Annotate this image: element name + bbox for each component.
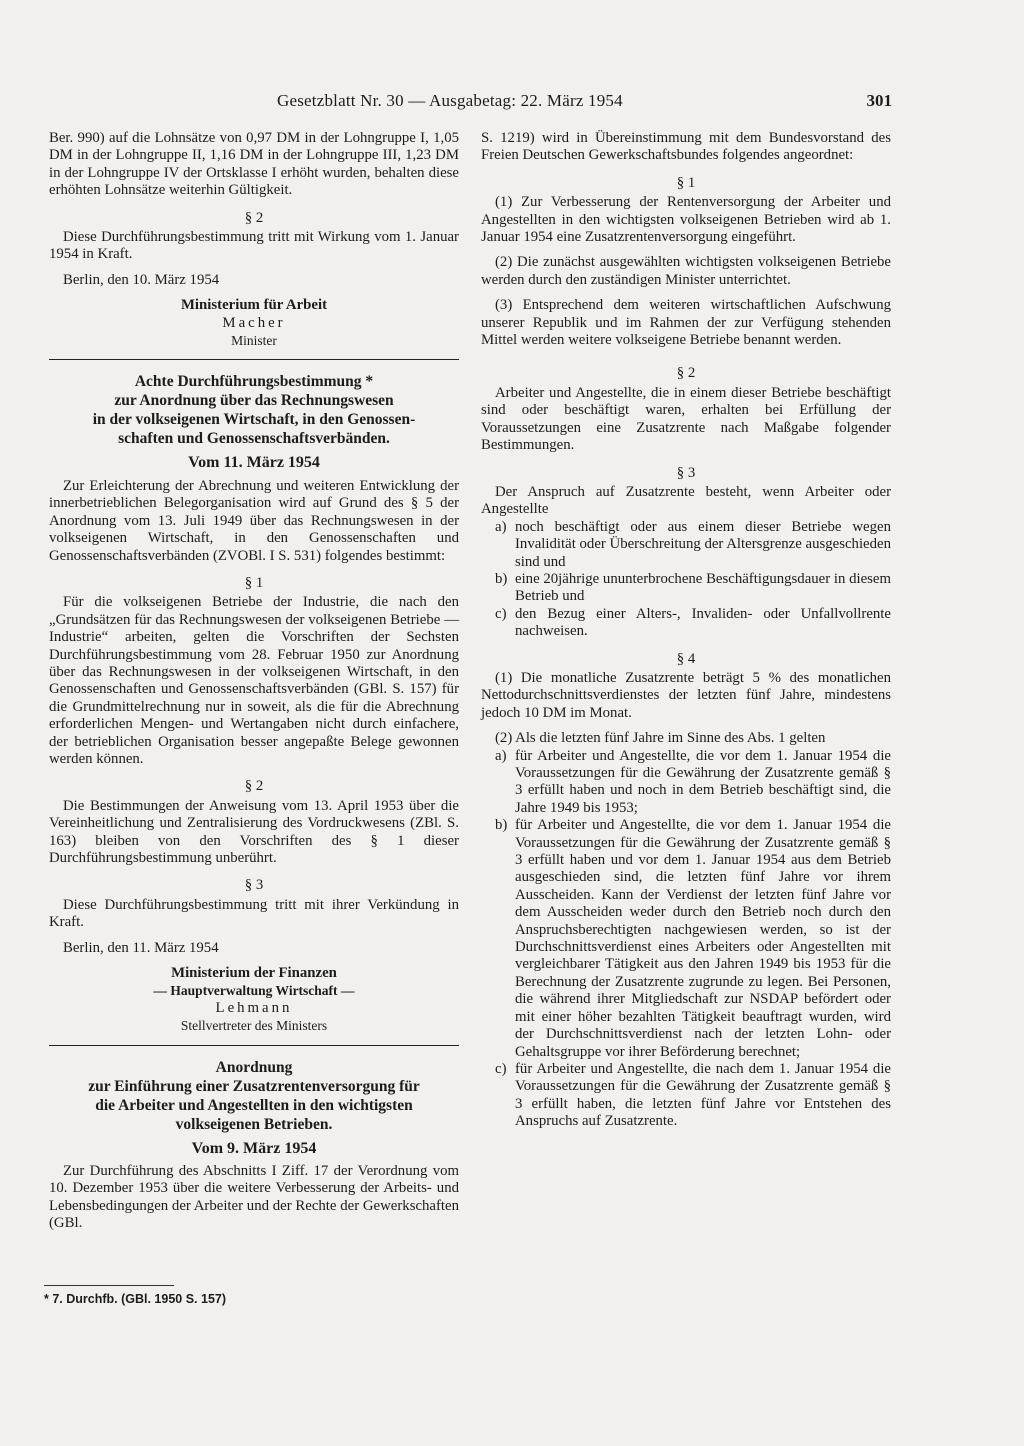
section-heading: § 1	[676, 174, 696, 191]
title-line: volkseigenen Betrieben.	[175, 1115, 333, 1133]
list-label: c)	[495, 1060, 507, 1077]
list-label: a)	[495, 518, 507, 535]
continued-paragraph: Ber. 990) auf die Lohnsätze von 0,97 DM in der Lohngruppe I, 1,05 DM in der Lohngruppe II, 1,16 DM in der Lohngruppe III, 1,23 DM in der Lohngruppe IV der Ortsklasse I erhöht wurden, behalten diese erhöhten Lohnsätze weiterhin Gültigkeit.	[49, 130, 459, 199]
document-date: Vom 9. März 1954	[191, 1139, 317, 1157]
paragraph: Für die volkseigenen Betriebe der Industrie, die nach den „Grundsätzen für das Rechnungswesen der volkseigenen Betriebe — Industrie“ arbeiten, gelten die Vorschriften der Sechsten Durchführungsbestimmung vom 28. Februar 1950 zur Anordnung über das Rechnungswesen in der volkseigenen Wirtschaft, in den Genossenschaften und Genossenschaftsverbänden (GBl. S. 157) für die Grundmittelrechnung nur in soweit, als die für die Abrechnung erforderlichen Mengen- und Wertangaben nicht durch einfachere, der betrieblichen Organisation besser angepaßte Belege gewonnen werden können.	[49, 594, 459, 767]
paragraph: Der Anspruch auf Zusatzrente besteht, wenn Arbeiter oder Angestellte	[481, 483, 891, 518]
page-number: 301	[866, 91, 892, 110]
list-item	[495, 519, 891, 571]
list-text: für Arbeiter und Angestellte, die vor dem 1. Januar 1954 die Voraussetzungen für die Gewährung der Zusatzrente gemäß § 3 erfüllt haben und vor dem 1. Januar 1954 aus dem Betrieb ausgeschieden sind, die letzten fünf Jahre vor ihrem Ausscheiden. Kann der Verdienst der letzten fünf Jahre vor dem Ausscheiden weder durch den Betrieb noch durch den Anspruchsberechtigten nachgewiesen werden, so ist der Durchschnittsverdienst eines Arbeiters oder Angestellten mit vergleichbarer Tätigkeit aus den Jahren 1949 bis 1953 für die Berechnung der Zusatzrente zugrunde zu legen. Bei Personen, die während ihrer Mitgliedschaft zur NSDAP befördert oder mit einer höher bezahlten Tätigkeit beauftragt wurden, wird der Durchschnittsverdienst nach der letzten Lohn- oder Gehaltsgruppe vor ihrer Beförderung berechnet;	[515, 817, 891, 1060]
title-line: schaften und Genossenschaftsverbänden.	[118, 430, 390, 448]
document-date: Vom 11. März 1954	[188, 454, 320, 472]
title-line: zur Anordnung über das Rechnungswesen	[114, 392, 394, 410]
list-text: für Arbeiter und Angestellte, die vor dem 1. Januar 1954 die Voraussetzungen für die Gewährung der Zusatzrente gemäß § 3 erfüllt haben und noch in dem Betrieb beschäftigt sind, die Jahre 1949 bis 1953;	[515, 747, 891, 816]
list-label: b)	[495, 817, 508, 834]
paragraph: Diese Durchführungsbestimmung tritt mit ihrer Verkündung in Kraft.	[49, 896, 459, 931]
paragraph: (2) Die zunächst ausgewählten wichtigsten volkseigenen Betriebe werden durch den zuständigen Minister unterrichtet.	[481, 254, 891, 288]
date-line: Berlin, den 10. März 1954	[63, 271, 220, 288]
paragraph: Diese Durchführungsbestimmung tritt mit Wirkung vom 1. Januar 1954 in Kraft.	[49, 229, 459, 263]
footnote-rule	[44, 1285, 174, 1286]
document-title	[49, 372, 459, 448]
section-heading: § 1	[244, 574, 264, 591]
list	[495, 748, 891, 1131]
paragraph: (2) Als die letzten fünf Jahre im Sinne des Abs. 1 gelten	[495, 730, 826, 747]
right-column	[481, 130, 891, 1131]
signature-role: Stellvertreter des Ministers	[180, 1018, 328, 1034]
paragraph: Arbeiter und Angestellte, die in einem dieser Betriebe beschäftigt sind oder beschäftigt waren, erhalten bei Erfüllung der Voraussetzungen eine Zusatzrente nach Maßgabe folgender Bestimmungen.	[481, 384, 891, 454]
signature-ministry: Ministerium für Arbeit	[180, 297, 328, 314]
date-line: Berlin, den 11. März 1954	[63, 939, 219, 956]
section-heading: § 3	[676, 464, 696, 481]
title-line: die Arbeiter und Angestellten in den wichtigsten	[95, 1096, 413, 1114]
list-item	[495, 571, 891, 606]
signature-role: Minister	[231, 333, 277, 349]
list-text: noch beschäftigt oder aus einem dieser Betriebe wegen Invalidität oder Überschreitung der Altersgrenze ausgeschieden sind und	[515, 518, 891, 570]
section-heading: § 2	[676, 365, 696, 382]
section-heading: § 2	[244, 778, 264, 795]
signature-name: Lehmann	[215, 999, 293, 1016]
paragraph: Zur Erleichterung der Abrechnung und weiteren Entwicklung der innerbetrieblichen Belegorganisation wird auf Grund des § 5 der Anordnung vom 13. Juli 1949 über das Rechnungswesen in der volkseigenen Wirtschaft, in den Genossenschaften und Genossenschaftsverbänden (ZVOBl. I S. 531) folgendes bestimmt:	[49, 477, 459, 564]
page-header	[60, 91, 892, 119]
title-line: Achte Durchführungsbestimmung *	[134, 373, 374, 391]
document-title	[49, 1058, 459, 1134]
paragraph: Zur Durchführung des Abschnitts I Ziff. 17 der Verordnung vom 10. Dezember 1953 über die weitere Verbesserung der Arbeits- und Lebensbedingungen der Arbeiter und der Rechte der Gewerkschaften (GBl.	[49, 1163, 459, 1232]
signature-name: Macher	[222, 314, 286, 331]
title-line: in der volkseigenen Wirtschaft, in den Genossen-	[92, 411, 416, 429]
signature-department: — Hauptverwaltung Wirtschaft —	[153, 983, 355, 999]
paragraph: Die Bestimmungen der Anweisung vom 13. April 1953 über die Vereinheitlichung und Zentralisierung des Vordruckwesens (ZBl. S. 163) bleiben von den Vorschriften des § 1 dieser Durchführungsbestimmung unberührt.	[49, 797, 459, 866]
list-label: a)	[495, 747, 507, 764]
list-item	[495, 748, 891, 818]
list-text: für Arbeiter und Angestellte, die nach dem 1. Januar 1954 die Voraussetzungen für die Gewährung der Zusatzrente gemäß § 3 erfüllt haben, die letzten fünf Jahre vor Entstehen des Anspruchs auf Zusatzrente.	[515, 1060, 891, 1130]
list-item	[495, 1061, 891, 1131]
list-text: den Bezug einer Alters-, Invaliden- oder Unfallvollrente nachweisen.	[515, 605, 891, 640]
paragraph: (3) Entsprechend dem weiteren wirtschaftlichen Aufschwung unserer Republik und im Rahmen der zur Verfügung stehenden Mittel werden weitere volkseigene Betriebe benannt werden.	[481, 297, 891, 349]
section-heading: § 2	[244, 209, 264, 226]
list-item	[495, 606, 891, 641]
title-line: zur Einführung einer Zusatzrentenversorgung für	[88, 1077, 420, 1095]
divider	[49, 359, 459, 360]
list-item	[495, 817, 891, 1061]
list-text: eine 20jährige ununterbrochene Beschäftigungsdauer in diesem Betrieb und	[515, 570, 891, 605]
signature-ministry: Ministerium der Finanzen	[171, 965, 337, 982]
list-label: c)	[495, 605, 507, 622]
title-line: Anordnung	[215, 1058, 293, 1076]
paragraph: (1) Zur Verbesserung der Rentenversorgung der Arbeiter und Angestellten in den wichtigsten volkseigenen Betrieben wird ab 1. Januar 1954 eine Zusatzrentenversorgung eingeführt.	[481, 194, 891, 246]
paragraph: (1) Die monatliche Zusatzrente beträgt 5 % des monatlichen Nettodurchschnittsverdienstes der letzten fünf Jahre, mindestens jedoch 10 DM im Monat.	[481, 669, 891, 721]
divider	[49, 1045, 459, 1046]
continued-paragraph: S. 1219) wird in Übereinstimmung mit dem Bundesvorstand des Freien Deutschen Gewerkschaftsbundes folgendes angeordnet:	[481, 130, 891, 164]
list	[495, 519, 891, 641]
list-label: b)	[495, 570, 508, 587]
section-heading: § 4	[676, 650, 696, 667]
header-title: Gesetzblatt Nr. 30 — Ausgabetag: 22. März 1954	[277, 91, 623, 110]
section-heading: § 3	[244, 877, 264, 894]
left-column	[49, 130, 459, 1233]
footnote: * 7. Durchfb. (GBl. 1950 S. 157)	[44, 1292, 227, 1306]
